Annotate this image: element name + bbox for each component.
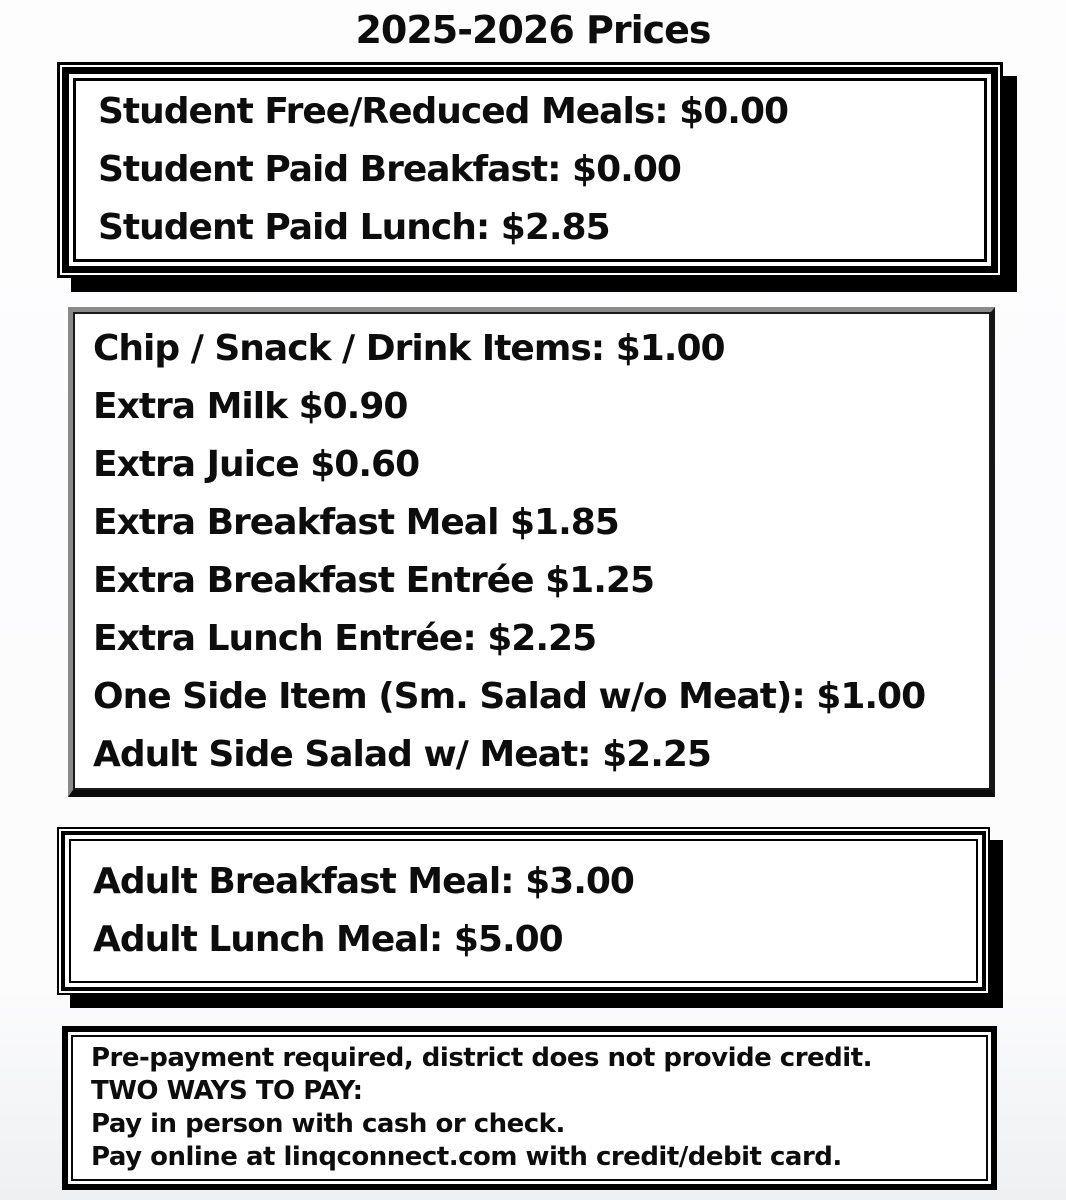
- price-line-student-free-reduced: Student Free/Reduced Meals: $0.00: [98, 91, 789, 132]
- price-line-chip-snack-drink: Chip / Snack / Drink Items: $1.00: [93, 328, 725, 369]
- ala-carte-prices-box: [68, 307, 995, 797]
- price-line-adult-side-salad: Adult Side Salad w/ Meat: $2.25: [93, 734, 711, 775]
- price-line-student-paid-breakfast: Student Paid Breakfast: $0.00: [98, 149, 681, 190]
- price-line-extra-breakfast-meal: Extra Breakfast Meal $1.85: [93, 502, 619, 543]
- price-line-extra-milk: Extra Milk $0.90: [93, 386, 408, 427]
- price-line-extra-lunch-entree: Extra Lunch Entrée: $2.25: [93, 618, 597, 659]
- info-line-pay-in-person: Pay in person with cash or check.: [91, 1109, 565, 1139]
- adult-prices-box-mid-border: [61, 831, 986, 991]
- price-line-one-side-item: One Side Item (Sm. Salad w/o Meat): $1.00: [93, 676, 926, 717]
- info-line-prepayment-required: Pre-payment required, district does not provide credit.: [91, 1043, 873, 1073]
- info-line-two-ways-to-pay: TWO WAYS TO PAY:: [91, 1076, 363, 1106]
- payment-info-box: [62, 1026, 997, 1190]
- price-line-student-paid-lunch: Student Paid Lunch: $2.85: [98, 207, 610, 248]
- adult-prices-box: [57, 827, 990, 995]
- price-line-adult-lunch-meal: Adult Lunch Meal: $5.00: [93, 919, 563, 960]
- adult-prices-box-inner: [69, 839, 978, 983]
- page-title: 2025-2026 Prices: [355, 8, 711, 52]
- price-line-extra-breakfast-entree: Extra Breakfast Entrée $1.25: [93, 560, 654, 601]
- info-line-pay-online: Pay online at linqconnect.com with credit/debit card.: [91, 1142, 842, 1172]
- ala-carte-prices-box-inner: [73, 312, 991, 790]
- payment-info-box-inner: [71, 1035, 988, 1181]
- student-prices-box: [57, 62, 1003, 278]
- student-prices-box-mid-border: [62, 67, 998, 273]
- price-line-extra-juice: Extra Juice $0.60: [93, 444, 420, 485]
- student-prices-box-inner: [73, 78, 987, 262]
- price-line-adult-breakfast-meal: Adult Breakfast Meal: $3.00: [93, 861, 634, 902]
